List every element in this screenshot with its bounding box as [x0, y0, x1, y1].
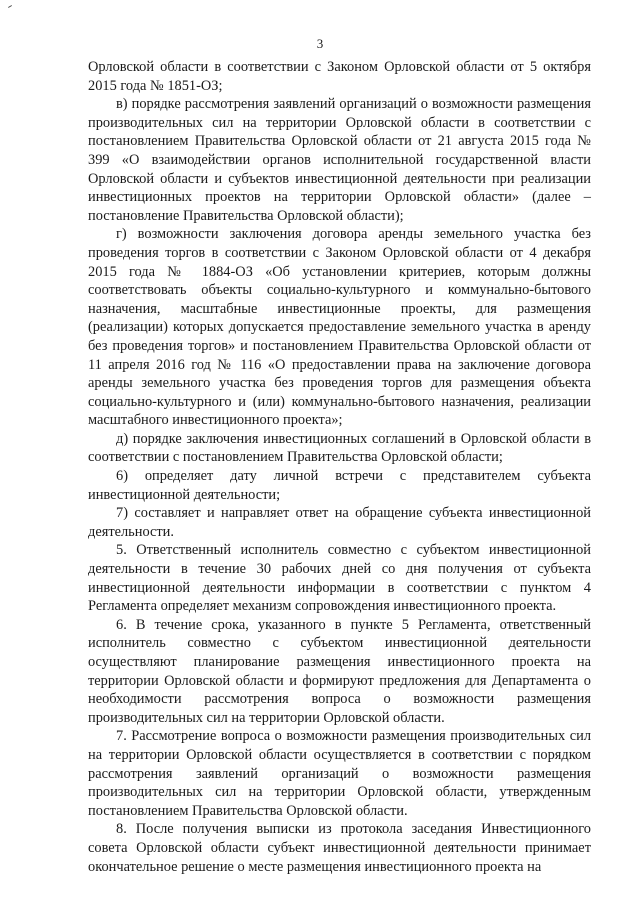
- scan-mark: [8, 5, 12, 8]
- paragraph-clause-8: 8. После получения выписки из протокола заседания Инвестиционного совета Орловской области субъект инвестиционной деятельности принимает окончательное решение о месте размещения инвестиционного проекта на: [88, 821, 591, 875]
- paragraph-clause-5: 5. Ответственный исполнитель совместно с субъектом инвестиционной деятельности в течение 30 рабочих дней со дня получения от субъекта инвестиционной деятельности информации в соответствии с пунктом 4 Регламента определяет механизм сопровождения инвестиционного проекта.: [88, 542, 591, 615]
- document-body: [88, 58, 591, 876]
- paragraph-item-v: в) порядке рассмотрения заявлений организаций о возможности размещения производительных сил на территории Орловской области в соответствии с постановлением Правительства Орловской области от 21 августа 2015 года № 399 «О взаимодействии органов исполнительной государственной власти Орловской области и субъектов инвестиционной деятельности при реализации инвестиционных проектов на территории Орловской области» (далее – постановление Правительства Орловской области);: [88, 96, 591, 224]
- page-number: 3: [316, 36, 324, 51]
- paragraph-item-7: 7) составляет и направляет ответ на обращение субъекта инвестиционной деятельности.: [88, 505, 591, 540]
- paragraph-clause-7: 7. Рассмотрение вопроса о возможности размещения производительных сил на территории Орловской области осуществляется в соответствии с порядком рассмотрения заявлений организаций о возможности размещения производительных сил на территории Орловской области, утвержденным постановлением Правительства Орловской области.: [88, 728, 591, 819]
- paragraph-continuation: Орловской области в соответствии с Законом Орловской области от 5 октября 2015 года № 1851-ОЗ;: [88, 59, 591, 94]
- paragraph-item-g: г) возможности заключения договора аренды земельного участка без проведения торгов в соответствии с Законом Орловской области от 4 декабря 2015 года № 1884-ОЗ «Об установлении критериев, которым должны соответствовать объекты социально-культурного и коммунально-бытового назначения, масштабные инвестиционные проекты, для размещения (реализации) которых допускается предоставление земельного участка в аренду без проведения торгов» и постановлением Правительства Орловской области от 11 апреля 2016 год № 116 «О предоставлении права на заключение договора аренды земельного участка без проведения торгов для размещения объекта социально-культурного и (или) коммунально-бытового назначения, реализации масштабного инвестиционного проекта»;: [88, 226, 591, 429]
- paragraph-clause-6: 6. В течение срока, указанного в пункте 5 Регламента, ответственный исполнитель совместно с субъектом инвестиционной деятельности осуществляют планирование размещения инвестиционного проекта на территории Орловской области и формируют предложения для Департамента о необходимости рассмотрения вопроса о возможности размещения производительных сил на территории Орловской области.: [88, 616, 591, 726]
- paragraph-item-6: 6) определяет дату личной встречи с представителем субъекта инвестиционной деятельности;: [88, 468, 591, 503]
- paragraph-item-d: д) порядке заключения инвестиционных соглашений в Орловской области в соответствии с постановлением Правительства Орловской области;: [88, 430, 591, 466]
